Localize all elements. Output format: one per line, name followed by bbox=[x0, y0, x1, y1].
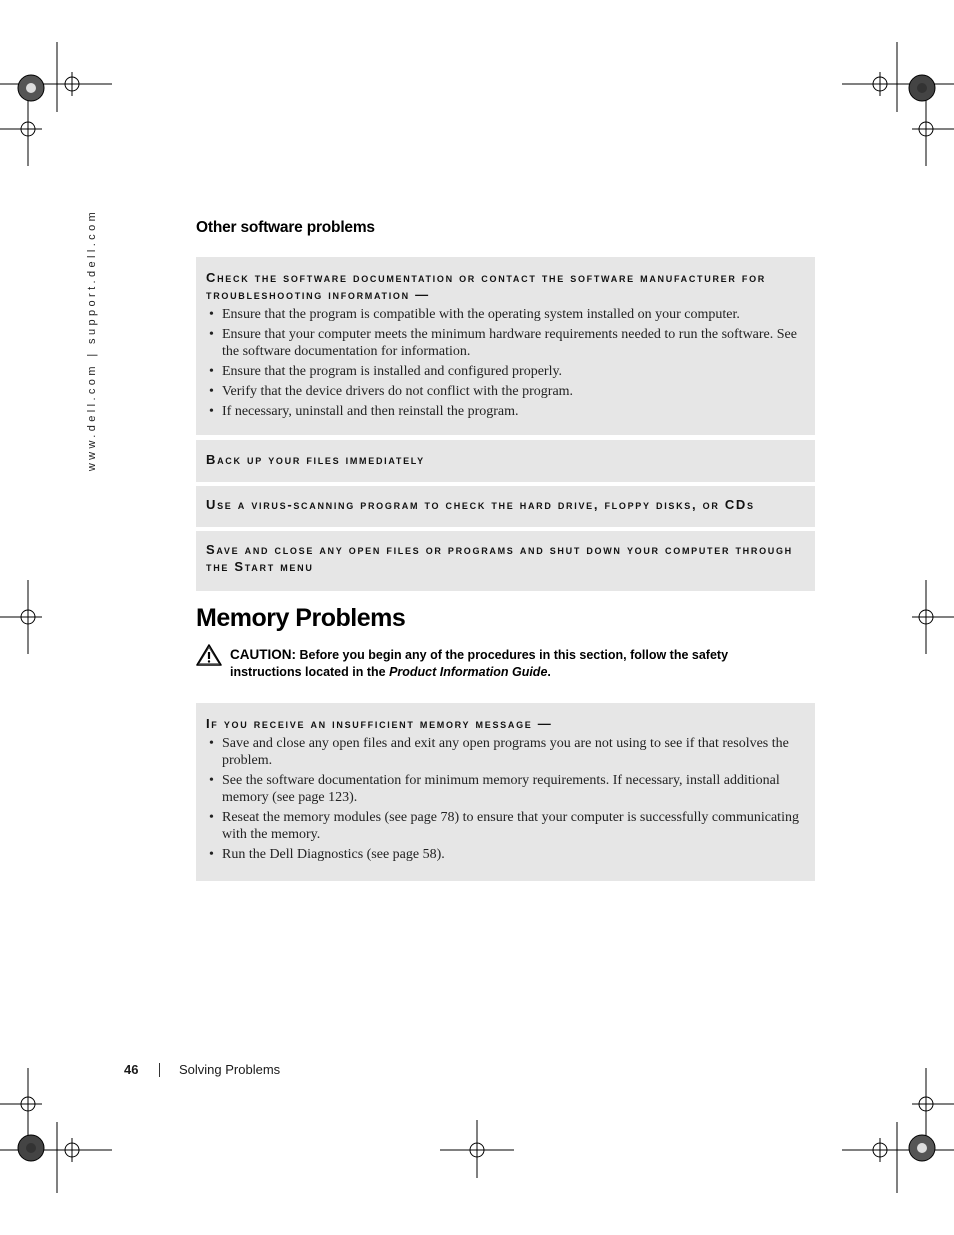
guide-title: Product Information Guide bbox=[389, 665, 548, 679]
caution-notice bbox=[230, 646, 800, 681]
list-item: • Save and close any open files and exit any open programs you are not using to see if that resolves the problem. bbox=[206, 735, 805, 769]
list-item: • See the software documentation for minimum memory requirements. If necessary, install additional memory (see page 123). bbox=[206, 772, 805, 806]
footer-divider bbox=[159, 1063, 160, 1077]
side-url: www.dell.com | support.dell.com bbox=[86, 208, 98, 472]
check-docs-title: Check the software documentation or contact the software manufacturer for troubleshooting information — bbox=[206, 270, 766, 302]
list-item: • Reseat the memory modules (see page 78) to ensure that your computer is successfully communicating with the memory. bbox=[206, 809, 805, 843]
list-item: • Ensure that the program is compatible with the operating system installed on your computer. bbox=[206, 306, 805, 323]
virus-title: Use a virus-scanning program to check the hard drive, floppy disks, or CDs bbox=[206, 497, 755, 512]
virus-box bbox=[196, 486, 815, 527]
section-heading: Other software problems bbox=[196, 219, 375, 236]
footer-section-title: Solving Problems bbox=[179, 1062, 281, 1077]
page-number: 46 bbox=[124, 1062, 139, 1077]
list-item: • Ensure that the program is installed and configured properly. bbox=[206, 363, 805, 380]
backup-box bbox=[196, 440, 815, 482]
list-item: • Verify that the device drivers do not conflict with the program. bbox=[206, 383, 805, 400]
list-item: • Run the Dell Diagnostics (see page 58). bbox=[206, 846, 805, 863]
memory-list bbox=[206, 735, 805, 863]
check-docs-list bbox=[206, 306, 805, 420]
caution-label: CAUTION: bbox=[230, 647, 296, 662]
main-heading: Memory Problems bbox=[196, 604, 406, 632]
save-close-box bbox=[196, 531, 815, 591]
save-close-title: Save and close any open files or programs and shut down your computer through the Start menu bbox=[206, 542, 793, 574]
caution-body: Before you begin any of the procedures in this section, follow the safety instructions located in the bbox=[230, 648, 729, 679]
list-item: • Ensure that your computer meets the minimum hardware requirements needed to run the software. See the software documentation for information. bbox=[206, 326, 805, 360]
backup-title: Back up your files immediately bbox=[206, 452, 425, 467]
check-docs-box bbox=[196, 257, 815, 435]
memory-box bbox=[196, 703, 815, 881]
memory-title: If you receive an insufficient memory message — bbox=[206, 716, 553, 731]
warning-icon bbox=[195, 643, 223, 667]
list-item: • If necessary, uninstall and then reinstall the program. bbox=[206, 403, 805, 420]
caution-end: . bbox=[547, 665, 551, 679]
